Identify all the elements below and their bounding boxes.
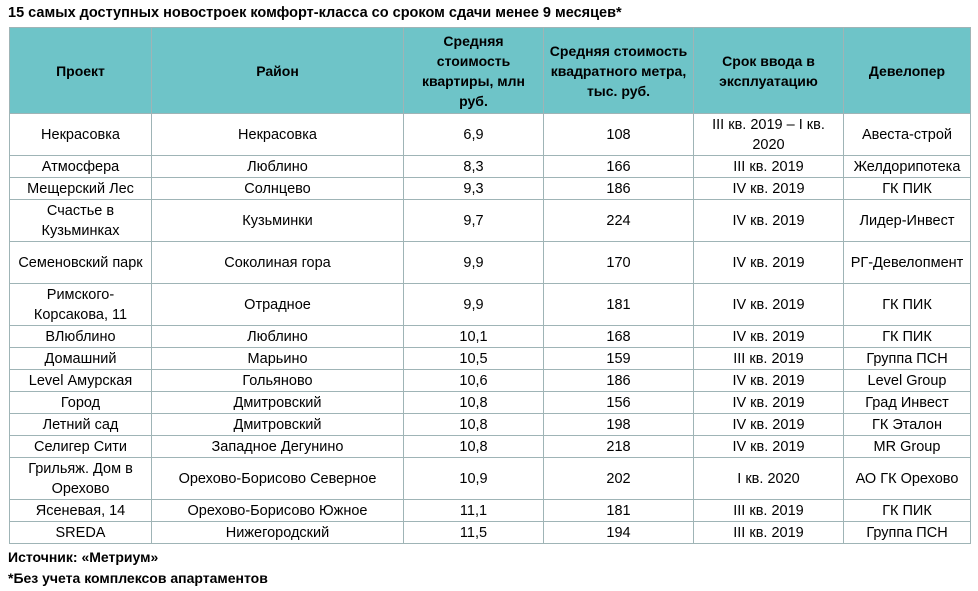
- cell-district: Дмитровский: [152, 414, 404, 436]
- column-header-completion-date: Срок ввода в эксплуатацию: [694, 28, 844, 114]
- cell-district: Марьино: [152, 348, 404, 370]
- cell-avg-sqm-price: 202: [544, 458, 694, 500]
- table-row: [10, 326, 971, 348]
- cell-project: Мещерский Лес: [10, 178, 152, 200]
- cell-district: Соколиная гора: [152, 242, 404, 284]
- cell-avg-flat-price: 8,3: [404, 156, 544, 178]
- column-header-avg-flat-price: Средняя стоимость квартиры, млн руб.: [404, 28, 544, 114]
- cell-developer: MR Group: [844, 436, 971, 458]
- column-header-developer: Девелопер: [844, 28, 971, 114]
- table-row: [10, 156, 971, 178]
- cell-project: Семеновский парк: [10, 242, 152, 284]
- cell-completion-date: III кв. 2019: [694, 156, 844, 178]
- cell-avg-flat-price: 9,9: [404, 242, 544, 284]
- cell-avg-sqm-price: 198: [544, 414, 694, 436]
- cell-developer: ГК ПИК: [844, 500, 971, 522]
- cell-avg-flat-price: 9,7: [404, 200, 544, 242]
- cell-district: Люблино: [152, 156, 404, 178]
- cell-developer: Желдорипотека: [844, 156, 971, 178]
- cell-avg-sqm-price: 170: [544, 242, 694, 284]
- cell-developer: ГК ПИК: [844, 178, 971, 200]
- cell-district: Орехово-Борисово Южное: [152, 500, 404, 522]
- cell-avg-flat-price: 10,6: [404, 370, 544, 392]
- cell-avg-flat-price: 9,9: [404, 284, 544, 326]
- cell-avg-flat-price: 10,8: [404, 414, 544, 436]
- cell-project: Летний сад: [10, 414, 152, 436]
- cell-district: Гольяново: [152, 370, 404, 392]
- cell-district: Орехово-Борисово Северное: [152, 458, 404, 500]
- table-row: [10, 522, 971, 544]
- table-row: [10, 500, 971, 522]
- cell-project: Грильяж. Дом в Орехово: [10, 458, 152, 500]
- table-row: [10, 414, 971, 436]
- cell-avg-flat-price: 10,8: [404, 436, 544, 458]
- cell-district: Кузьминки: [152, 200, 404, 242]
- cell-project: Домашний: [10, 348, 152, 370]
- column-header-district: Район: [152, 28, 404, 114]
- table-row: [10, 242, 971, 284]
- cell-completion-date: IV кв. 2019: [694, 242, 844, 284]
- novostroyki-table: [9, 27, 971, 544]
- cell-completion-date: III кв. 2019 – I кв. 2020: [694, 114, 844, 156]
- cell-developer: Авеста-строй: [844, 114, 971, 156]
- cell-developer: Град Инвест: [844, 392, 971, 414]
- cell-developer: Группа ПСН: [844, 348, 971, 370]
- header-row: [10, 28, 971, 114]
- cell-developer: АО ГК Орехово: [844, 458, 971, 500]
- table-row: [10, 458, 971, 500]
- cell-project: Счастье в Кузьминках: [10, 200, 152, 242]
- cell-completion-date: IV кв. 2019: [694, 178, 844, 200]
- cell-developer: РГ-Девелопмент: [844, 242, 971, 284]
- cell-project: SREDA: [10, 522, 152, 544]
- cell-developer: Level Group: [844, 370, 971, 392]
- cell-district: Некрасовка: [152, 114, 404, 156]
- table-row: [10, 436, 971, 458]
- table-row: [10, 178, 971, 200]
- cell-avg-flat-price: 6,9: [404, 114, 544, 156]
- cell-project: Ясеневая, 14: [10, 500, 152, 522]
- cell-avg-sqm-price: 166: [544, 156, 694, 178]
- cell-completion-date: III кв. 2019: [694, 500, 844, 522]
- cell-avg-flat-price: 10,1: [404, 326, 544, 348]
- cell-district: Дмитровский: [152, 392, 404, 414]
- cell-avg-sqm-price: 156: [544, 392, 694, 414]
- cell-avg-sqm-price: 181: [544, 284, 694, 326]
- cell-avg-sqm-price: 181: [544, 500, 694, 522]
- cell-avg-sqm-price: 218: [544, 436, 694, 458]
- cell-avg-sqm-price: 186: [544, 178, 694, 200]
- cell-district: Люблино: [152, 326, 404, 348]
- cell-district: Солнцево: [152, 178, 404, 200]
- cell-avg-sqm-price: 168: [544, 326, 694, 348]
- cell-completion-date: IV кв. 2019: [694, 284, 844, 326]
- cell-completion-date: IV кв. 2019: [694, 392, 844, 414]
- cell-district: Отрадное: [152, 284, 404, 326]
- table-row: [10, 370, 971, 392]
- cell-developer: ГК ПИК: [844, 326, 971, 348]
- cell-district: Нижегородский: [152, 522, 404, 544]
- cell-avg-flat-price: 10,8: [404, 392, 544, 414]
- cell-avg-flat-price: 9,3: [404, 178, 544, 200]
- cell-avg-sqm-price: 224: [544, 200, 694, 242]
- source-note: Источник: «Метриум»: [8, 549, 159, 565]
- cell-project: Атмосфера: [10, 156, 152, 178]
- cell-developer: Лидер-Инвест: [844, 200, 971, 242]
- cell-completion-date: I кв. 2020: [694, 458, 844, 500]
- cell-completion-date: IV кв. 2019: [694, 326, 844, 348]
- cell-completion-date: III кв. 2019: [694, 348, 844, 370]
- table-row: [10, 284, 971, 326]
- cell-completion-date: IV кв. 2019: [694, 414, 844, 436]
- footnote: *Без учета комплексов апартаментов: [8, 570, 268, 586]
- cell-developer: Группа ПСН: [844, 522, 971, 544]
- cell-project: Римского-Корсакова, 11: [10, 284, 152, 326]
- cell-project: Селигер Сити: [10, 436, 152, 458]
- cell-completion-date: IV кв. 2019: [694, 370, 844, 392]
- cell-avg-flat-price: 11,5: [404, 522, 544, 544]
- cell-avg-sqm-price: 186: [544, 370, 694, 392]
- table-row: [10, 348, 971, 370]
- cell-avg-sqm-price: 108: [544, 114, 694, 156]
- cell-developer: ГК ПИК: [844, 284, 971, 326]
- cell-project: Level Амурская: [10, 370, 152, 392]
- cell-developer: ГК Эталон: [844, 414, 971, 436]
- table-row: [10, 392, 971, 414]
- cell-completion-date: IV кв. 2019: [694, 200, 844, 242]
- column-header-avg-sqm-price: Средняя стоимость квадратного метра, тыс. руб.: [544, 28, 694, 114]
- table-title: 15 самых доступных новостроек комфорт-класса со сроком сдачи менее 9 месяцев*: [8, 5, 622, 21]
- column-header-project: Проект: [10, 28, 152, 114]
- cell-avg-flat-price: 11,1: [404, 500, 544, 522]
- cell-completion-date: III кв. 2019: [694, 522, 844, 544]
- table-row: [10, 200, 971, 242]
- cell-avg-sqm-price: 194: [544, 522, 694, 544]
- table-row: [10, 114, 971, 156]
- cell-district: Западное Дегунино: [152, 436, 404, 458]
- cell-completion-date: IV кв. 2019: [694, 436, 844, 458]
- cell-project: ВЛюблино: [10, 326, 152, 348]
- cell-avg-flat-price: 10,5: [404, 348, 544, 370]
- cell-avg-sqm-price: 159: [544, 348, 694, 370]
- cell-project: Город: [10, 392, 152, 414]
- cell-project: Некрасовка: [10, 114, 152, 156]
- cell-avg-flat-price: 10,9: [404, 458, 544, 500]
